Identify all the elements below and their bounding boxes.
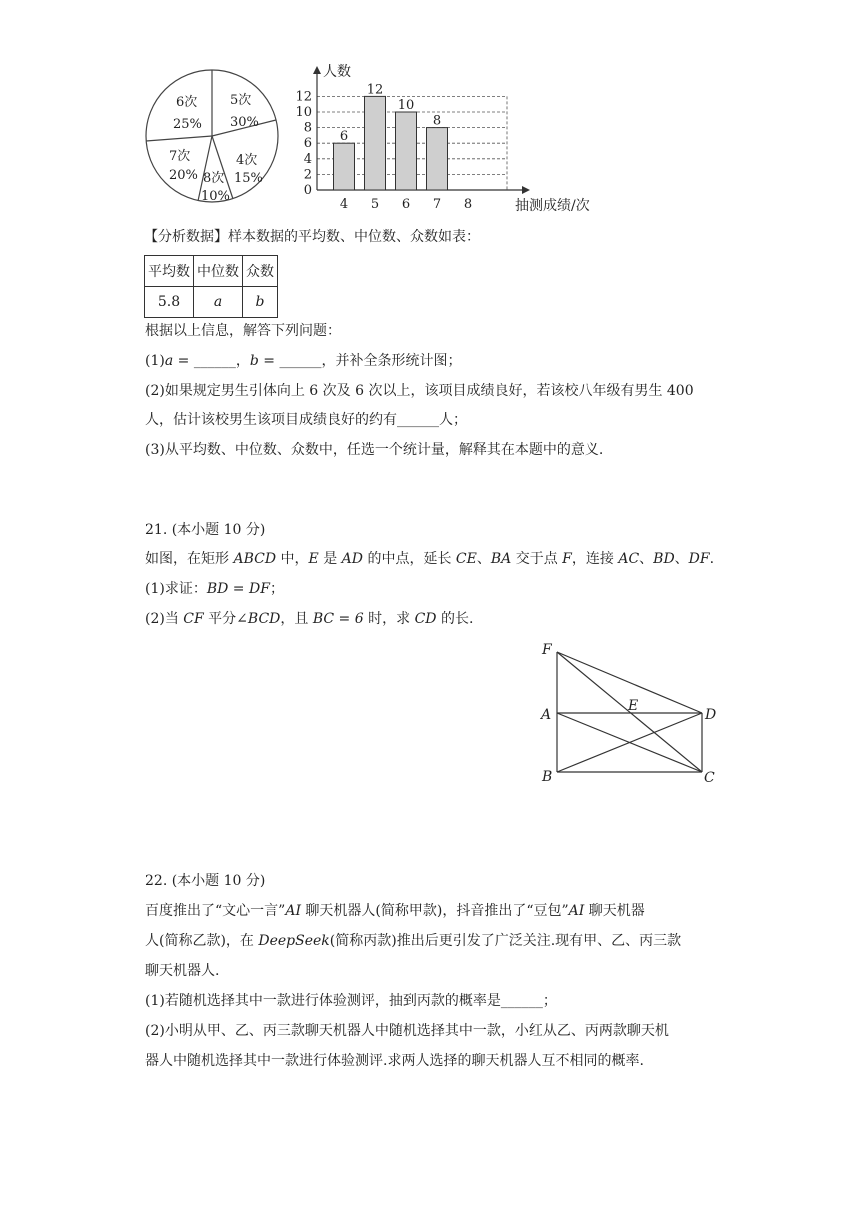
stats-value-mode: b bbox=[243, 287, 278, 318]
problem22-q1: (1)若随机选择其中一款进行体验测评，抽到丙款的概率是______； bbox=[145, 993, 557, 1009]
stats-header-mean: 平均数 bbox=[145, 256, 194, 287]
x-tick-label: 5 bbox=[370, 197, 380, 212]
y-tick-label: 10 bbox=[295, 105, 312, 120]
bar-data-label: 8 bbox=[432, 113, 442, 129]
pie-label-5: 5次 bbox=[230, 93, 252, 108]
stats-value-median: a bbox=[194, 287, 243, 318]
point-label-a: A bbox=[541, 707, 552, 723]
y-tick-label: 2 bbox=[303, 167, 312, 183]
problem21-q1: (1)求证：BD = DF； bbox=[145, 581, 284, 597]
stats-header-mode: 众数 bbox=[243, 256, 278, 287]
bar bbox=[365, 96, 386, 190]
analysis-heading: 【分析数据】样本数据的平均数、中位数、众数如表： bbox=[144, 229, 480, 245]
pie-pct-5: 30% bbox=[230, 115, 259, 130]
y-tick-label: 12 bbox=[295, 89, 312, 105]
point-label-f: F bbox=[542, 642, 552, 658]
pie-label-7: 7次 bbox=[169, 149, 191, 164]
y-tick-label: 6 bbox=[303, 136, 312, 152]
x-axis-arrow bbox=[522, 186, 530, 194]
problem21-q2: (2)当 CF 平分∠BCD，且 BC = 6 时，求 CD 的长. bbox=[145, 611, 474, 627]
y-tick-label: 8 bbox=[303, 120, 312, 136]
pie-pct-6: 25% bbox=[173, 117, 202, 132]
analysis-q2-line1: (2)如果规定男生引体向上 6 次及 6 次以上，该项目成绩良好，若该校八年级有男生 400 bbox=[145, 383, 694, 399]
problem21-statement: 如图，在矩形 ABCD 中，E 是 AD 的中点，延长 CE、BA 交于点 F，连接 AC、BD、DF. bbox=[145, 551, 715, 567]
bar-data-label: 10 bbox=[397, 98, 415, 113]
problem22-title: 22. (本小题 10 分) bbox=[145, 873, 266, 889]
problem22-line3: 聊天机器人. bbox=[145, 963, 220, 979]
y-tick-label: 4 bbox=[303, 151, 312, 167]
x-tick-label: 7 bbox=[432, 197, 442, 212]
rectangle-figure bbox=[535, 636, 725, 788]
point-label-c: C bbox=[704, 770, 715, 786]
stats-value-mean: 5.8 bbox=[145, 287, 194, 318]
bar-data-label: 12 bbox=[366, 82, 384, 98]
point-label-d: D bbox=[705, 707, 717, 723]
pie-pct-4: 15% bbox=[234, 171, 263, 186]
bar bbox=[396, 112, 417, 190]
bar-chart bbox=[292, 60, 592, 218]
x-tick-label: 6 bbox=[401, 197, 411, 212]
pie-pct-7: 20% bbox=[169, 168, 198, 183]
pie-label-8: 8次 bbox=[203, 171, 225, 186]
bar bbox=[427, 128, 448, 190]
stats-header-median: 中位数 bbox=[194, 256, 243, 287]
x-axis-label: 抽测成绩/次 bbox=[515, 198, 590, 214]
point-label-b: B bbox=[542, 769, 553, 785]
problem21-title: 21. (本小题 10 分) bbox=[145, 522, 266, 538]
pie-pct-8: 10% bbox=[201, 189, 230, 204]
bar bbox=[334, 143, 355, 190]
analysis-q1: (1)a = ______，b = ______，并补全条形统计图； bbox=[145, 353, 462, 369]
point-label-e: E bbox=[628, 698, 639, 714]
analysis-q3: (3)从平均数、中位数、众数中，任选一个统计量，解释其在本题中的意义. bbox=[145, 442, 604, 458]
pie-label-4: 4次 bbox=[236, 153, 258, 168]
problem22-line1: 百度推出了“文心一言”AI 聊天机器人(简称甲款)，抖音推出了“豆包”AI 聊天机器 bbox=[145, 903, 645, 919]
bar-data-label: 6 bbox=[339, 129, 349, 145]
problem22-q2-line1: (2)小明从甲、乙、丙三款聊天机器人中随机选择其中一款，小红从乙、丙两款聊天机 bbox=[145, 1023, 669, 1039]
x-tick-label: 4 bbox=[339, 197, 349, 212]
y-axis-label: 人数 bbox=[323, 64, 351, 80]
problem22-q2-line2: 器人中随机选择其中一款进行体验测评.求两人选择的聊天机器人互不相同的概率. bbox=[145, 1053, 644, 1069]
stats-table bbox=[144, 255, 278, 318]
analysis-q2-line2: 人，估计该校男生该项目成绩良好的约有______人； bbox=[145, 412, 467, 428]
y-axis-arrow bbox=[313, 66, 321, 74]
pie-chart bbox=[140, 66, 288, 212]
problem22-line2: 人(简称乙款)，在 DeepSeek(简称丙款)推出后更引发了广泛关注.现有甲、乙、丙三款 bbox=[145, 933, 682, 949]
y-tick-label: 0 bbox=[303, 183, 312, 198]
analysis-intro: 根据以上信息，解答下列问题： bbox=[145, 323, 341, 339]
x-tick-label: 8 bbox=[463, 197, 473, 212]
pie-label-6: 6次 bbox=[176, 95, 198, 110]
